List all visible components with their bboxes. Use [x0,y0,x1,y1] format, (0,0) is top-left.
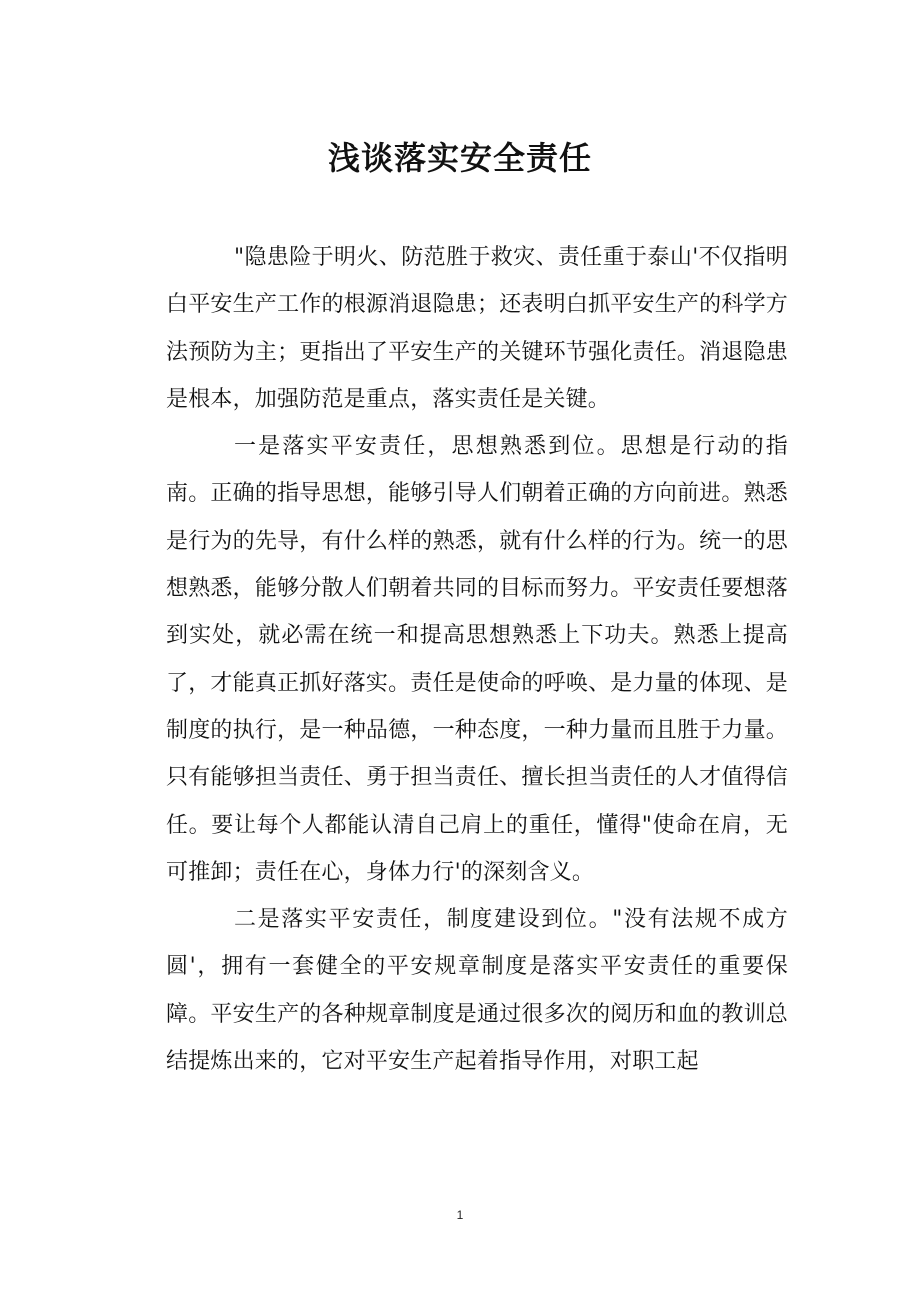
document-body [166,234,788,1085]
paragraph-point-one: 一是落实平安责任，思想熟悉到位。思想是行动的指南。正确的指导思想，能够引导人们朝着正确的方向前进。熟悉是行为的先导，有什么样的熟悉，就有什么样的行为。统一的思想熟悉，能够分散人们朝着共同的目标而努力。平安责任要想落到实处，就必需在统一和提高思想熟悉上下功夫。熟悉上提高了，才能真正抓好落实。责任是使命的呼唤、是力量的体现、是制度的执行，是一种品德，一种态度，一种力量而且胜于力量。只有能够担当责任、勇于担当责任、擅长担当责任的人才值得信任。要让每个人都能认清自己肩上的重任，懂得"使命在肩，无可推卸；责任在心，身体力行'的深刻含义。 [166,434,788,885]
paragraph-intro: "隐患险于明火、防范胜于救灾、责任重于泰山'不仅指明白平安生产工作的根源消退隐患；还表明白抓平安生产的科学方法预防为主；更指出了平安生产的关键环节强化责任。消退隐患是根本，加强防范是重点，落实责任是关键。 [166,245,788,412]
paragraph-point-two: 二是落实平安责任，制度建设到位。"没有法规不成方圆'，拥有一套健全的平安规章制度是落实平安责任的重要保障。平安生产的各种规章制度是通过很多次的阅历和血的教训总结提炼出来的，它对平安生产起着指导作用，对职工起 [166,907,788,1075]
document-title: 浅谈落实安全责任 [327,139,592,177]
page-number: 1 [456,1208,464,1222]
